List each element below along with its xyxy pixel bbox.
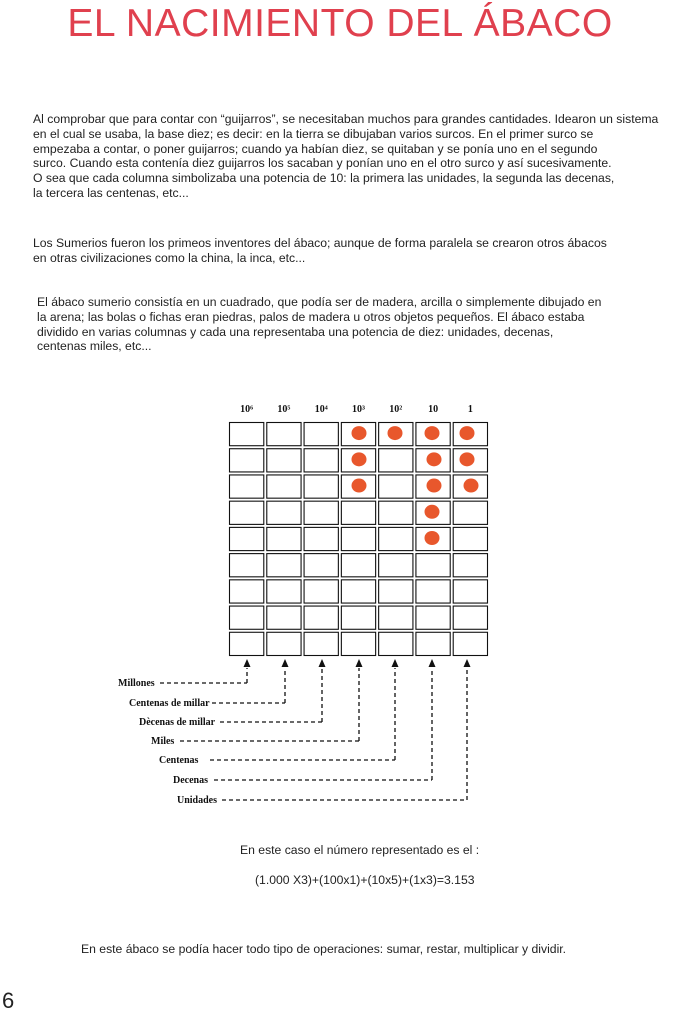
abacus-cell xyxy=(304,475,338,498)
abacus-cell xyxy=(379,632,413,655)
column-header: 10³ xyxy=(352,404,365,415)
bead xyxy=(352,479,367,493)
abacus-cell xyxy=(379,527,413,550)
abacus-cell xyxy=(379,554,413,577)
abacus-cell xyxy=(230,527,264,550)
abacus-cell xyxy=(230,475,264,498)
place-value-label: Centenas de millar xyxy=(129,698,210,709)
place-value-label: Dècenas de millar xyxy=(139,717,216,728)
abacus-cell xyxy=(341,501,375,524)
abacus-cell xyxy=(230,554,264,577)
bead xyxy=(460,426,475,440)
text-line: dividido en varias columnas y cada una representaba una potencia de diez: unidades, decenas, xyxy=(37,324,554,339)
abacus-cell xyxy=(453,554,487,577)
operations-text: En este ábaco se podía hacer todo tipo de operaciones: sumar, restar, multiplicar y dividir. xyxy=(81,942,567,956)
column-header: 10⁴ xyxy=(314,404,328,415)
abacus-cell xyxy=(453,580,487,603)
abacus-cell xyxy=(379,501,413,524)
bead xyxy=(352,426,367,440)
text-line: empezaba a contar, o poner guijarros; cuando ya habían diez, se quitaban y se ponía uno en el segundo xyxy=(33,141,598,156)
abacus-cell xyxy=(267,554,301,577)
abacus-cell xyxy=(379,449,413,472)
abacus-cell xyxy=(304,501,338,524)
place-value-label: Decenas xyxy=(173,775,208,786)
place-value-label: Unidades xyxy=(177,795,218,806)
bead xyxy=(460,452,475,466)
abacus-cell xyxy=(453,606,487,629)
abacus-cell xyxy=(341,554,375,577)
arrow-head xyxy=(429,659,436,667)
bead xyxy=(425,505,440,519)
formula-text: (1.000 X3)+(100x1)+(10x5)+(1x3)=3.153 xyxy=(255,873,475,887)
bead xyxy=(427,452,442,466)
case-caption: En este caso el número representado es el : xyxy=(240,843,480,857)
abacus-cell xyxy=(341,527,375,550)
abacus-cell xyxy=(267,527,301,550)
abacus-cell xyxy=(267,475,301,498)
abacus-cell xyxy=(230,449,264,472)
column-header: 10⁵ xyxy=(277,404,291,415)
abacus-cell xyxy=(453,501,487,524)
abacus-cell xyxy=(230,632,264,655)
abacus-cell xyxy=(453,527,487,550)
abacus-cell xyxy=(230,501,264,524)
text-line: Los Sumerios fueron los primeos inventores del ábaco; aunque de forma paralela se crearon otros ábacos xyxy=(33,236,607,250)
abacus-cell xyxy=(341,580,375,603)
abacus-cell xyxy=(416,606,450,629)
text-line: centenas miles, etc... xyxy=(37,339,152,354)
bead xyxy=(352,452,367,466)
text-line: surco. Cuando esta contenía diez guijarros los sacaban y ponían uno en el otro surco y así sucesivamente. xyxy=(33,156,612,171)
abacus-cell xyxy=(267,501,301,524)
abacus-cell xyxy=(230,606,264,629)
abacus-cell xyxy=(416,580,450,603)
text-line: en otras civilizaciones como la china, la inca, etc... xyxy=(33,250,306,265)
bead xyxy=(425,531,440,545)
abacus-cell xyxy=(304,632,338,655)
text-line: El ábaco sumerio consistía en un cuadrado, que podía ser de madera, arcilla o simplemente dibujado en xyxy=(37,295,602,309)
bead xyxy=(427,479,442,493)
place-value-label: Centenas xyxy=(159,755,199,766)
text-line: la tercera las centenas, etc... xyxy=(33,185,189,200)
abacus-cell xyxy=(304,527,338,550)
abacus-cell xyxy=(341,632,375,655)
abacus-cell xyxy=(379,580,413,603)
abacus-cell xyxy=(304,554,338,577)
abacus-cell xyxy=(416,632,450,655)
arrow-head xyxy=(244,659,251,667)
text-line: en el cual se usaba, la base diez; es decir: en la tierra se dibujaban varios surcos. En el primer surco se xyxy=(33,126,594,141)
abacus-cell xyxy=(304,449,338,472)
arrow-head xyxy=(319,659,326,667)
column-header: 10 xyxy=(428,404,439,415)
abacus-cell xyxy=(304,606,338,629)
abacus-cell xyxy=(267,606,301,629)
abacus-cell xyxy=(379,606,413,629)
abacus-cell xyxy=(341,606,375,629)
column-header: 10² xyxy=(389,404,403,415)
arrow-head xyxy=(392,659,399,667)
bead xyxy=(388,426,403,440)
abacus-cell xyxy=(416,554,450,577)
text-line: Al comprobar que para contar con “guijarros”, se necesitaban muchos para grandes cantidades. Idearon un sistema xyxy=(33,112,659,126)
arrow-head xyxy=(464,659,471,667)
abacus-cell xyxy=(267,449,301,472)
column-header: 10⁶ xyxy=(240,404,254,415)
text-line: la arena; las bolas o fichas eran piedras, palos de madera u otros objetos pequeños. El ábaco estaba xyxy=(37,309,585,324)
abacus-cell xyxy=(267,423,301,446)
abacus-cell xyxy=(267,632,301,655)
arrow-head xyxy=(282,659,289,667)
page-number: 6 xyxy=(2,988,15,1013)
arrow-head xyxy=(356,659,363,667)
abacus-cell xyxy=(230,580,264,603)
place-value-label: Miles xyxy=(151,736,175,747)
abacus-cell xyxy=(267,580,301,603)
abacus-cell xyxy=(230,423,264,446)
page-title: EL NACIMIENTO DEL ÁBACO xyxy=(67,2,613,45)
text-line: O sea que cada columna simbolizaba una potencia de 10: la primera las unidades, la segunda las decenas, xyxy=(33,171,615,186)
column-header: 1 xyxy=(467,404,473,415)
bead xyxy=(425,426,440,440)
abacus-cell xyxy=(304,580,338,603)
abacus-cell xyxy=(379,475,413,498)
place-value-label: Millones xyxy=(118,678,155,689)
abacus-cell xyxy=(453,632,487,655)
abacus-cell xyxy=(304,423,338,446)
bead xyxy=(464,479,479,493)
